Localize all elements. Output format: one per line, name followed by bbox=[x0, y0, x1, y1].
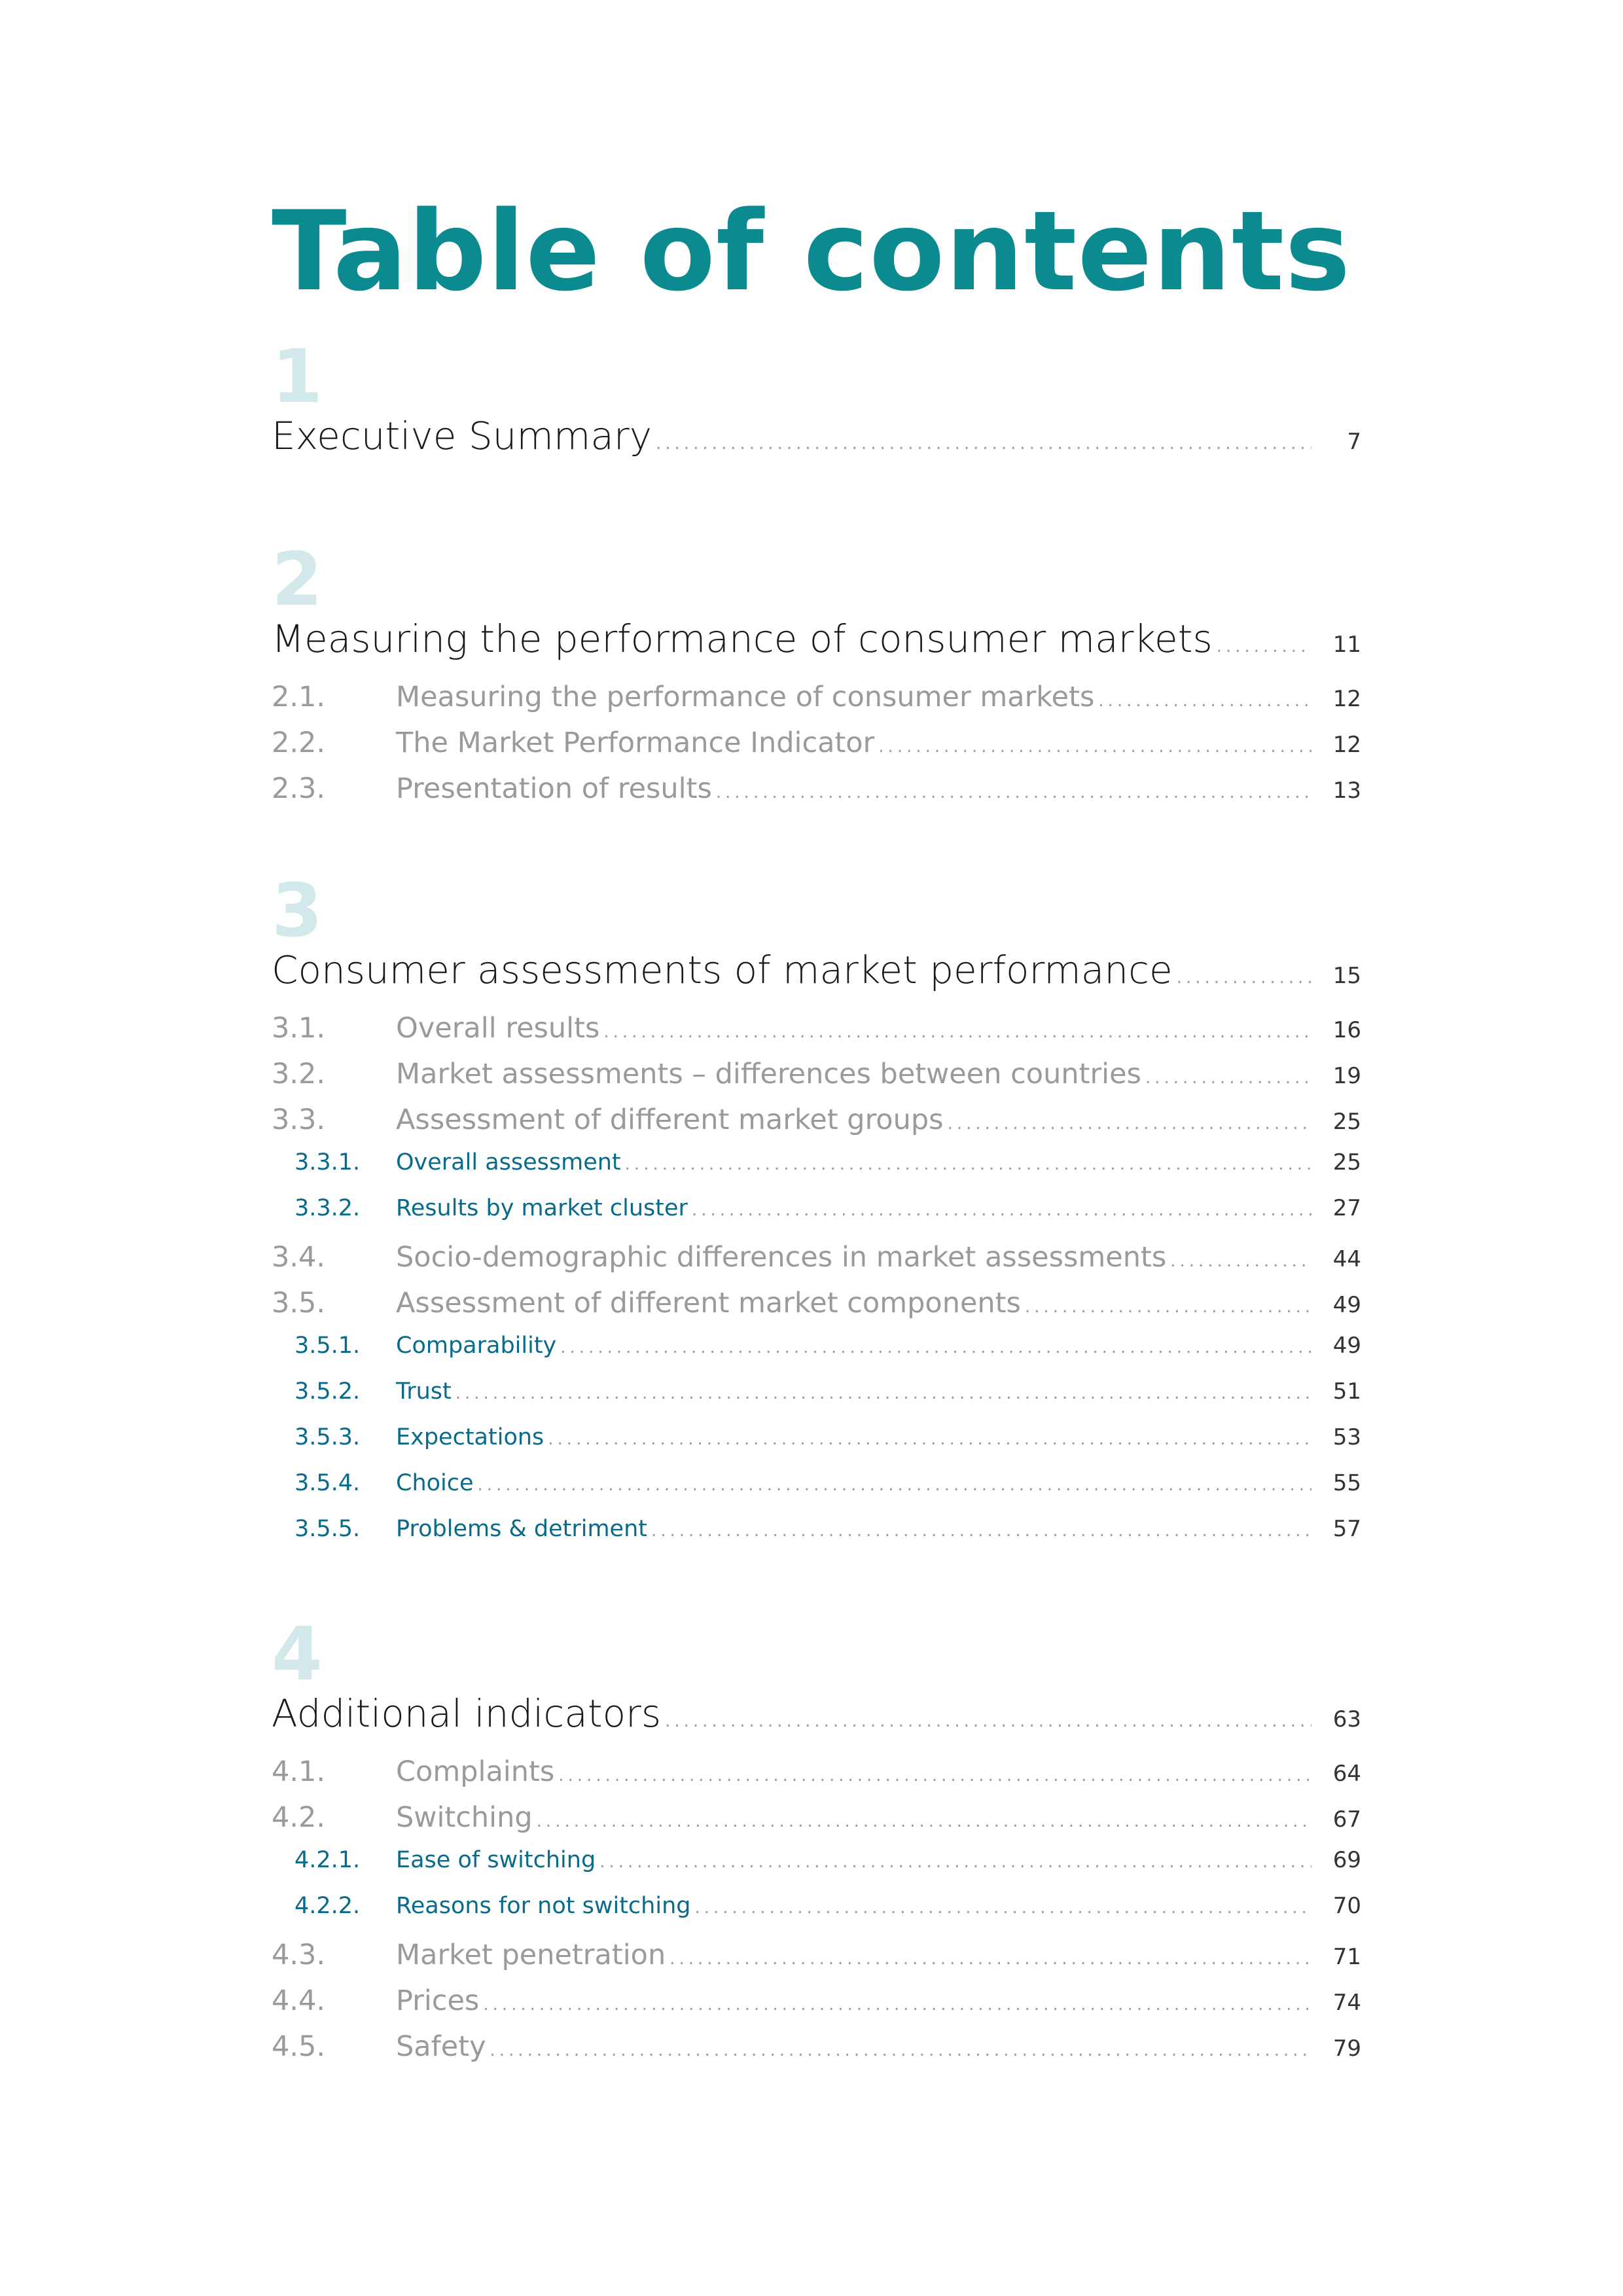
toc-section-number: 4.2.2. bbox=[294, 1893, 361, 1919]
toc-entry-title: Switching bbox=[396, 1801, 533, 1834]
chapter-number: 3 bbox=[272, 869, 323, 954]
toc-section-number: 4.4. bbox=[272, 1984, 326, 2017]
toc-entry-section[interactable] bbox=[272, 1755, 1361, 1801]
dot-leader bbox=[455, 1384, 1311, 1403]
dot-leader bbox=[948, 1114, 1311, 1134]
toc-entry-section[interactable] bbox=[272, 1103, 1361, 1149]
toc-section-number: 3.5.3. bbox=[294, 1424, 361, 1450]
toc-section-number: 4.2. bbox=[272, 1801, 326, 1834]
dot-leader bbox=[716, 783, 1311, 802]
dot-leader bbox=[483, 1995, 1311, 2015]
toc-entry-section[interactable] bbox=[272, 1058, 1361, 1103]
toc-entry-subsection[interactable] bbox=[272, 1149, 1361, 1195]
dot-leader bbox=[490, 2041, 1311, 2060]
dot-leader bbox=[558, 1766, 1311, 1785]
toc-entry-title: Overall results bbox=[396, 1012, 600, 1045]
page-title: Table of contents bbox=[272, 187, 1351, 315]
toc-page-number: 27 bbox=[1332, 1195, 1361, 1221]
toc-page-number: 11 bbox=[1332, 632, 1361, 658]
toc-section-number: 4.2.1. bbox=[294, 1847, 361, 1873]
toc-entry-title: Assessment of different market groups bbox=[396, 1103, 944, 1136]
toc-page-number: 12 bbox=[1332, 732, 1361, 758]
toc-section-number: 3.2. bbox=[272, 1058, 326, 1090]
toc-entry-title: Ease of switching bbox=[396, 1847, 596, 1873]
toc-page-number: 7 bbox=[1347, 429, 1361, 455]
toc-page-number: 57 bbox=[1332, 1516, 1361, 1542]
toc-section-number: 4.1. bbox=[272, 1755, 326, 1788]
toc-entry-title: Expectations bbox=[396, 1424, 544, 1450]
toc-entry-subsection[interactable] bbox=[272, 1893, 1361, 1939]
toc-page-number: 12 bbox=[1332, 686, 1361, 712]
toc-entry-section[interactable] bbox=[272, 1984, 1361, 2030]
toc-entry-title: Results by market cluster bbox=[396, 1195, 688, 1221]
toc-section-number: 3.1. bbox=[272, 1012, 326, 1045]
dot-leader bbox=[560, 1338, 1311, 1357]
chapter-4 bbox=[272, 1612, 1361, 2076]
toc-page-number: 55 bbox=[1332, 1470, 1361, 1496]
dot-leader bbox=[1025, 1297, 1311, 1317]
dot-leader bbox=[665, 1712, 1311, 1731]
toc-page-number: 69 bbox=[1332, 1847, 1361, 1873]
toc-entry-title: Problems & detriment bbox=[396, 1516, 647, 1542]
toc-entry-title: Market assessments – differences between countries bbox=[396, 1058, 1141, 1090]
toc-section-number: 2.2. bbox=[272, 726, 326, 759]
toc-entry-chapter[interactable] bbox=[272, 1691, 1361, 1744]
chapter-number: 4 bbox=[272, 1612, 323, 1697]
toc-entry-subsection[interactable] bbox=[272, 1195, 1361, 1241]
toc-page-number: 44 bbox=[1332, 1246, 1361, 1272]
toc-entry-title: Complaints bbox=[396, 1755, 555, 1788]
toc-page-number: 13 bbox=[1332, 778, 1361, 804]
toc-entry-title: Overall assessment bbox=[396, 1149, 621, 1175]
toc-entry-subsection[interactable] bbox=[272, 1847, 1361, 1893]
toc-section-number: 3.3. bbox=[272, 1103, 326, 1136]
toc-entry-title: The Market Performance Indicator bbox=[396, 726, 875, 759]
toc-entry-section[interactable] bbox=[272, 1939, 1361, 1984]
toc-entry-title: Assessment of different market components bbox=[396, 1287, 1021, 1319]
toc-page-number: 49 bbox=[1332, 1333, 1361, 1359]
toc-entry-chapter[interactable] bbox=[272, 414, 1361, 466]
toc-entry-title: Measuring the performance of consumer markets bbox=[272, 617, 1213, 661]
toc-entry-title: Prices bbox=[396, 1984, 480, 2017]
dot-leader bbox=[599, 1852, 1311, 1872]
chapter-3 bbox=[272, 869, 1361, 1562]
toc-section-number: 3.5.4. bbox=[294, 1470, 361, 1496]
dot-leader bbox=[1217, 637, 1311, 656]
dot-leader bbox=[1098, 691, 1311, 711]
chapter-2 bbox=[272, 537, 1361, 818]
dot-leader bbox=[603, 1022, 1311, 1042]
toc-section-number: 3.3.2. bbox=[294, 1195, 361, 1221]
dot-leader bbox=[537, 1812, 1311, 1831]
toc-entry-title: Market penetration bbox=[396, 1939, 666, 1971]
toc-page-number: 51 bbox=[1332, 1378, 1361, 1405]
toc-entry-subsection[interactable] bbox=[272, 1424, 1361, 1470]
toc-section-number: 3.5.2. bbox=[294, 1378, 361, 1405]
toc-entry-title: Reasons for not switching bbox=[396, 1893, 691, 1919]
toc-section-number: 2.1. bbox=[272, 681, 326, 713]
toc-entry-section[interactable] bbox=[272, 1287, 1361, 1333]
dot-leader bbox=[1145, 1068, 1311, 1088]
toc-entry-title: Executive Summary bbox=[272, 414, 652, 458]
toc-section-number: 3.5. bbox=[272, 1287, 326, 1319]
chapter-number: 1 bbox=[272, 334, 323, 420]
toc-entry-section[interactable] bbox=[272, 1241, 1361, 1287]
toc-entry-title: Measuring the performance of consumer markets bbox=[396, 681, 1095, 713]
toc-entry-chapter[interactable] bbox=[272, 948, 1361, 1000]
toc-page-number: 15 bbox=[1332, 963, 1361, 989]
toc-page-number: 49 bbox=[1332, 1292, 1361, 1318]
toc-page-number: 16 bbox=[1332, 1017, 1361, 1043]
dot-leader bbox=[692, 1200, 1311, 1220]
toc-entry-title: Presentation of results bbox=[396, 772, 712, 805]
toc-entry-title: Safety bbox=[396, 2030, 486, 2063]
toc-section-number: 3.4. bbox=[272, 1241, 326, 1274]
toc-entry-section[interactable] bbox=[272, 726, 1361, 772]
toc-page bbox=[272, 187, 1361, 2076]
toc-entry-title: Choice bbox=[396, 1470, 474, 1496]
toc-section-number: 3.5.5. bbox=[294, 1516, 361, 1542]
chapter-number: 2 bbox=[272, 537, 323, 622]
chapter-1 bbox=[272, 334, 1361, 466]
toc-page-number: 74 bbox=[1332, 1990, 1361, 2016]
toc-entry-section[interactable] bbox=[272, 772, 1361, 818]
toc-section-number: 4.3. bbox=[272, 1939, 326, 1971]
dot-leader bbox=[548, 1429, 1311, 1449]
toc-page-number: 67 bbox=[1332, 1806, 1361, 1833]
toc-entry-title: Trust bbox=[396, 1378, 452, 1405]
dot-leader bbox=[656, 434, 1311, 454]
toc-entry-subsection[interactable] bbox=[272, 1378, 1361, 1424]
toc-page-number: 25 bbox=[1332, 1109, 1361, 1135]
toc-entry-chapter[interactable] bbox=[272, 617, 1361, 669]
toc-section-number: 3.3.1. bbox=[294, 1149, 361, 1175]
toc-page-number: 70 bbox=[1332, 1893, 1361, 1919]
dot-leader bbox=[669, 1949, 1311, 1969]
toc-section-number: 4.5. bbox=[272, 2030, 326, 2063]
toc-entry-section[interactable] bbox=[272, 1012, 1361, 1058]
dot-leader bbox=[878, 737, 1311, 757]
toc-entry-title: Comparability bbox=[396, 1333, 557, 1359]
dot-leader bbox=[1177, 968, 1311, 988]
dot-leader bbox=[625, 1155, 1311, 1174]
toc-section-number: 2.3. bbox=[272, 772, 326, 805]
dot-leader bbox=[694, 1898, 1311, 1918]
toc-page-number: 64 bbox=[1332, 1761, 1361, 1787]
toc-entry-subsection[interactable] bbox=[272, 1333, 1361, 1378]
toc-page-number: 19 bbox=[1332, 1063, 1361, 1089]
dot-leader bbox=[1170, 1251, 1311, 1271]
toc-entry-subsection[interactable] bbox=[272, 1470, 1361, 1516]
toc-entry-section[interactable] bbox=[272, 2030, 1361, 2076]
toc-section-number: 3.5.1. bbox=[294, 1333, 361, 1359]
toc-entry-title: Consumer assessments of market performance bbox=[272, 948, 1173, 992]
toc-page-number: 79 bbox=[1332, 2036, 1361, 2062]
toc-entry-subsection[interactable] bbox=[272, 1516, 1361, 1562]
dot-leader bbox=[651, 1521, 1311, 1541]
toc-page-number: 71 bbox=[1332, 1944, 1361, 1970]
toc-entry-title: Additional indicators bbox=[272, 1691, 662, 1736]
toc-entry-section[interactable] bbox=[272, 1801, 1361, 1847]
toc-page-number: 25 bbox=[1332, 1149, 1361, 1175]
toc-page-number: 63 bbox=[1332, 1706, 1361, 1732]
dot-leader bbox=[478, 1475, 1311, 1495]
toc-entry-section[interactable] bbox=[272, 681, 1361, 726]
toc-entry-title: Socio-demographic differences in market assessments bbox=[396, 1241, 1167, 1274]
toc-page-number: 53 bbox=[1332, 1424, 1361, 1450]
